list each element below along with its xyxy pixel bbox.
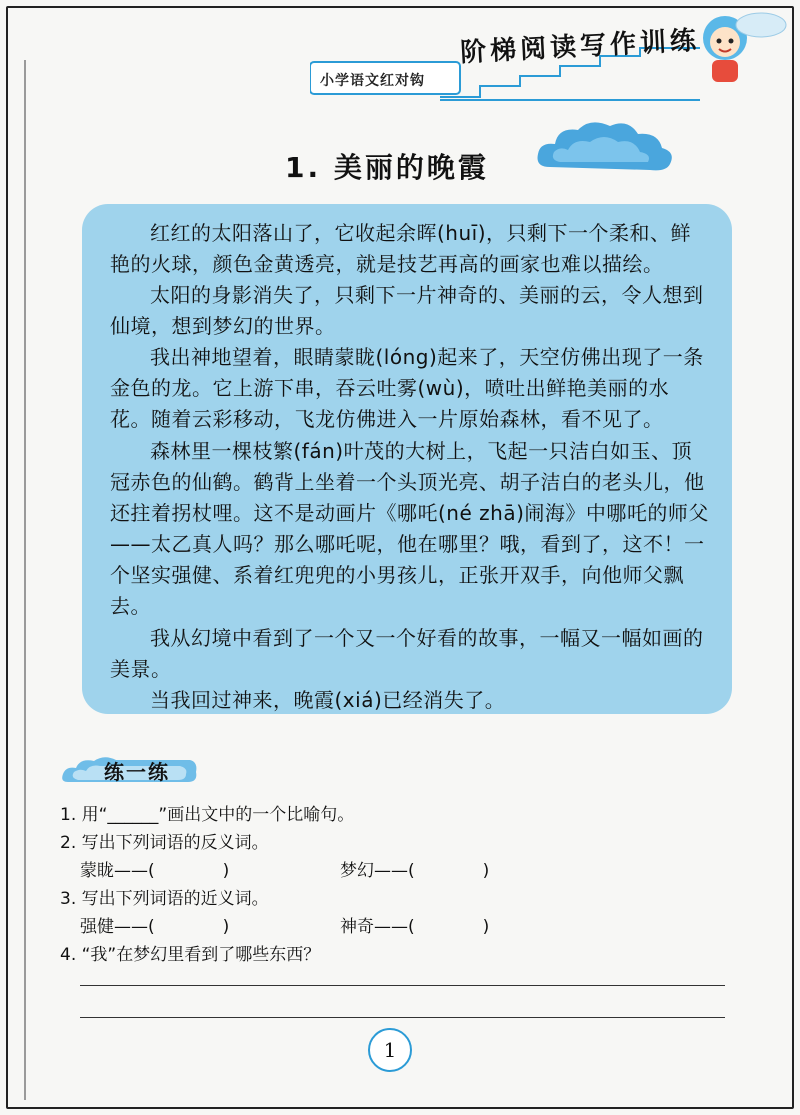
page-number-badge [368,1028,412,1072]
corner-bubble-icon [733,10,788,40]
synonym-blank-2[interactable]: 神奇——( ) [340,917,490,937]
passage-paragraph-1: 红红的太阳落山了，它收起余晖(huī)，只剩下一个柔和、鲜艳的火球，颜色金黄透亮，就是技艺再高的画家也难以描绘。 [110,221,692,276]
question-1: 1. 用“______”画出文中的一个比喻句。 [60,805,355,825]
answer-line-1[interactable] [80,985,725,986]
series-tag: 小学语文红对钩 [320,73,425,89]
passage-paragraph-2: 太阳的身影消失了，只剩下一片神奇的、美丽的云，令人想到仙境，想到梦幻的世界。 [110,283,704,338]
antonym-blank-1[interactable]: 蒙眬——( ) [80,861,230,881]
exercise-title: 练一练 [104,760,170,784]
passage-paragraph-4: 森林里一棵枝繁(fán)叶茂的大树上，飞起一只洁白如玉、顶冠赤色的仙鹤。鹤背上坐着一个头顶光亮、胡子洁白的老头儿，他还拄着拐杖哩。这不是动画片《哪吒(né zhā)闹海》中哪吒的师父——太乙真人吗？那么哪吒呢，他在哪里？哦，看到了，这不！一个坚实强健、系着红兜兜的小男孩儿，正张开双手，向他师父飘去。 [110,439,709,618]
antonym-blank-2[interactable]: 梦幻——( ) [340,861,490,881]
series-title: 阶梯阅读写作训练 [459,25,701,69]
answer-line-2[interactable] [80,1017,725,1018]
cloud-icon [530,112,680,182]
binding-rule [24,60,26,1100]
synonym-blank-1[interactable]: 强健——( ) [80,917,230,937]
question-2: 2. 写出下列词语的反义词。 [60,833,269,853]
page-number: 1 [383,1038,397,1062]
question-3: 3. 写出下列词语的近义词。 [60,889,269,909]
passage-paragraph-3: 我出神地望着，眼睛蒙眬(lóng)起来了，天空仿佛出现了一条金色的龙。它上游下串，吞云吐雾(wù)，喷吐出鲜艳美丽的水花。随着云彩移动，飞龙仿佛进入一片原始森林，看不见了。 [110,345,704,431]
lesson-title: 1. 美丽的晚霞 [285,151,489,184]
passage-paragraph-5: 我从幻境中看到了一个又一个好看的故事，一幅又一幅如画的美景。 [110,626,704,681]
passage-paragraph-6: 当我回过神来，晚霞(xiá)已经消失了。 [150,688,506,712]
question-4: 4. “我”在梦幻里看到了哪些东西？ [60,945,321,965]
